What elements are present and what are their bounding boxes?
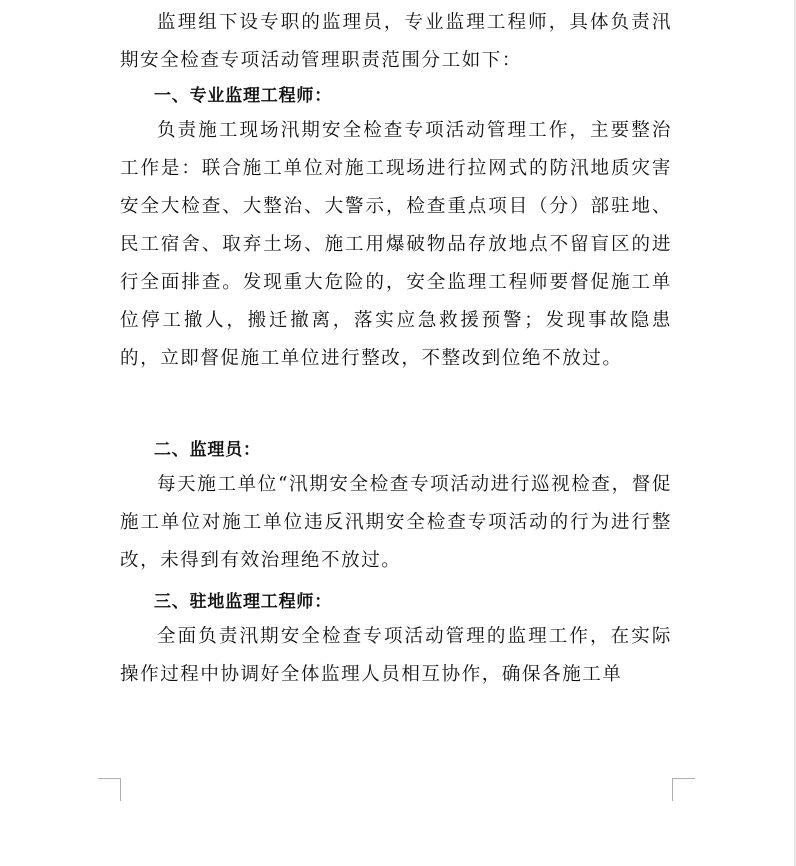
document-body[interactable] (120, 4, 672, 694)
margin-corner-mark-right (672, 778, 695, 801)
section-body-3: 全面负责汛期安全检查专项活动管理的监理工作，在实际操作过程中协调好全体监理人员相互协作，确保各施工单 (120, 626, 672, 685)
section-heading-2: 二、监理员： (154, 440, 261, 460)
section-heading-1: 一、专业监理工程师： (154, 86, 332, 106)
section-body-1: 负责施工现场汛期安全检查专项活动管理工作，主要整治工作是：联合施工单位对施工现场进行拉网式的防汛地质灾害安全大检查、大整治、大警示，检查重点项目（分）部驻地、民工宿舍、取弃土场、施工用爆破物品存放地点不留盲区的进行全面排查。发现重大危险的，安全监理工程师要督促施工单位停工撤人，搬迁撤离，落实应急救援预警；发现事故隐患的，立即督促施工单位进行整改，不整改到位绝不放过。 (120, 120, 672, 369)
section-heading-3: 三、驻地监理工程师： (154, 592, 332, 612)
intro-paragraph: 监理组下设专职的监理员，专业监理工程师，具体负责汛期安全检查专项活动管理职责范围分工如下： (120, 12, 672, 71)
blank-line (120, 378, 672, 416)
section-body-2: 每天施工单位“汛期安全检查专项活动进行巡视检查，督促施工单位对施工单位违反汛期安全检查专项活动的行为进行整改，未得到有效治理绝不放过。 (120, 474, 672, 571)
margin-corner-mark-left (98, 778, 121, 801)
